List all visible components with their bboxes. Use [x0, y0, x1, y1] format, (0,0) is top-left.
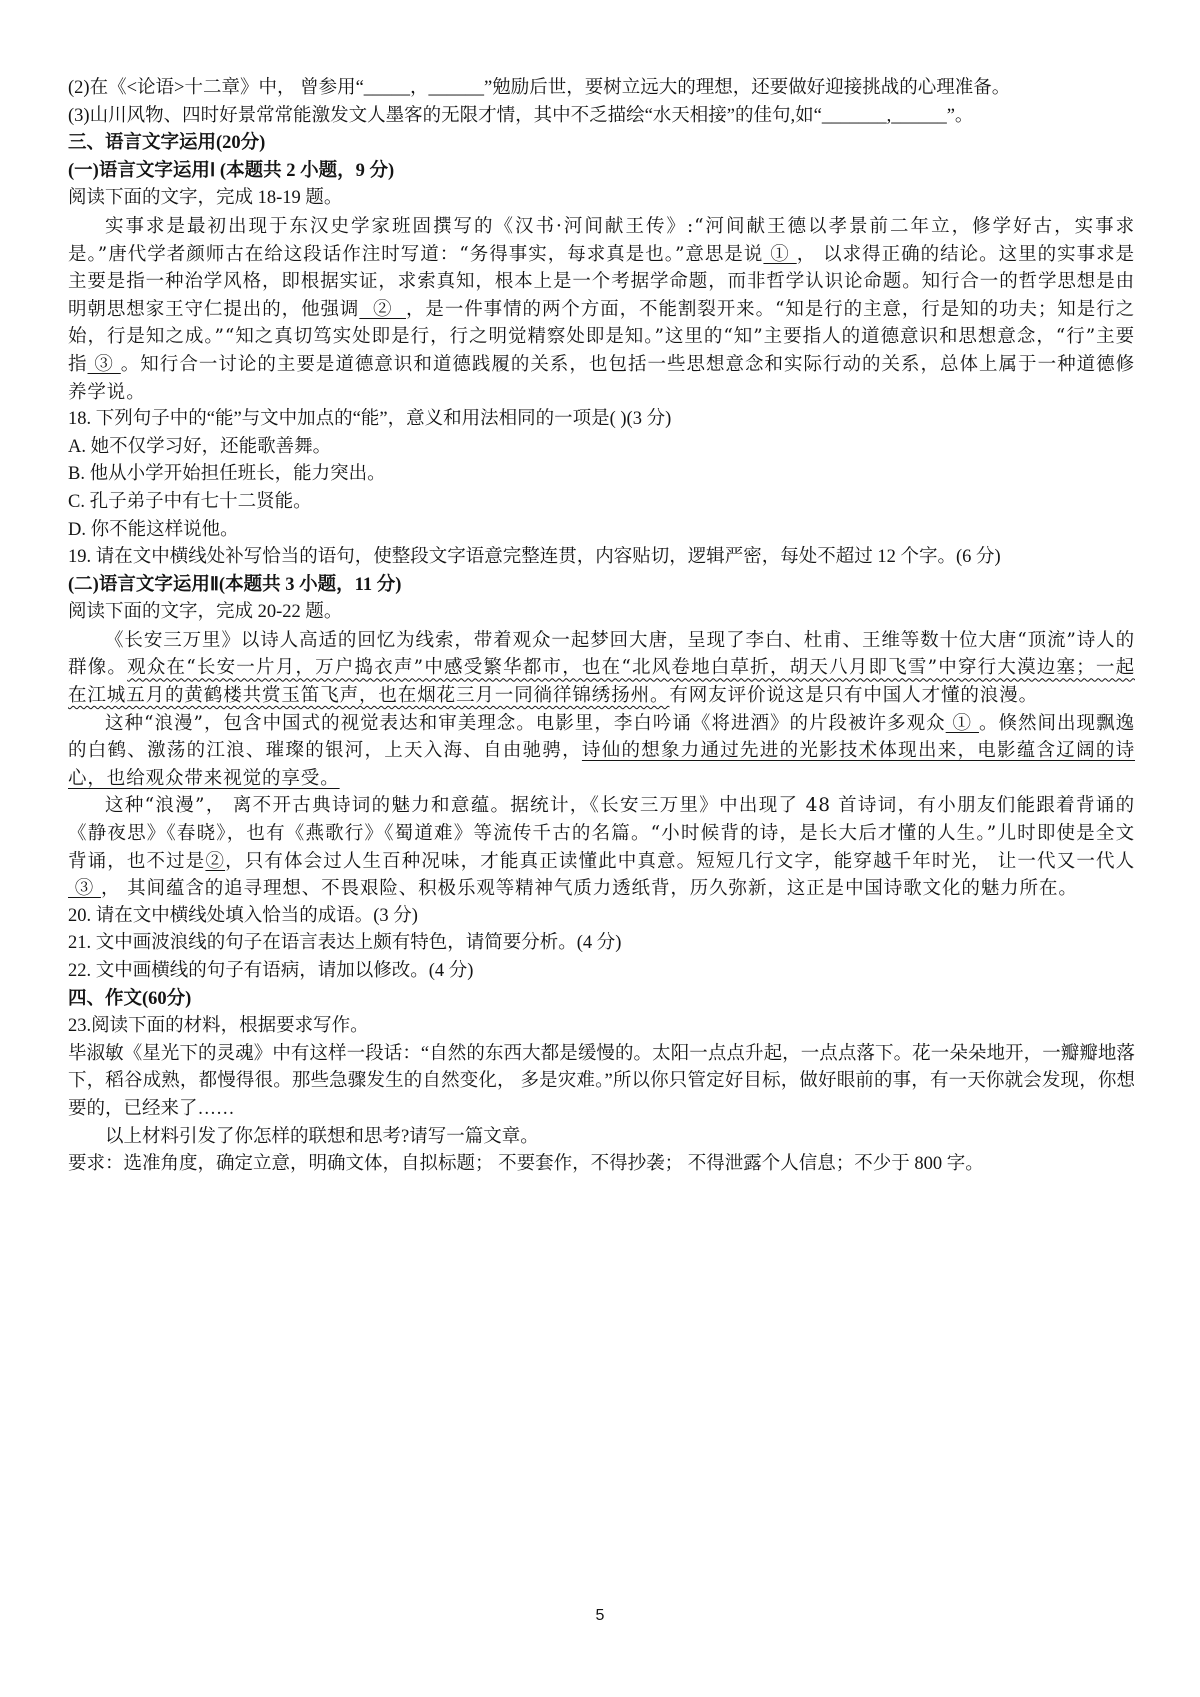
part-1-heading: (一)语言文字运用Ⅰ (本题共 2 小题，9 分): [68, 160, 395, 181]
blank-1: ①: [763, 243, 797, 265]
blank-3: ③: [87, 353, 121, 375]
part-1-instruction: 阅读下面的文字，完成 18-19 题。: [68, 188, 343, 209]
passage-2-text: 这种“浪漫”， 离不开古典诗词的魅力和意蕴。据统计，《长安三万里》中出现了 48 首诗词，有小朋友们能跟着背诵的《静夜思》《春晓》，也有《燕歌行》《蜀道难》等流传千古的名篇。“小时候背的诗，是长大后才懂的人生。”儿时即使是全文背诵，也不过是: [68, 795, 1135, 872]
question-21: 21. 文中画波浪线的句子在语言表达上颇有特色，请简要分析。(4 分): [68, 933, 622, 954]
question-18-option-d: D. 你不能这样说他。: [68, 519, 239, 540]
part-2-instruction: 阅读下面的文字，完成 20-22 题。: [68, 602, 343, 623]
passage-1-text: 。知行合一讨论的主要是道德意识和道德践履的关系，也包括一些思想意念和实际行动的关系，总体上属于一种道德修养学说。: [68, 353, 1135, 403]
passage-1: [68, 213, 1135, 406]
blank-2: ②: [359, 298, 406, 320]
blank-3: ③: [68, 878, 101, 900]
fill-in-question-2: (2)在《<论语>十二章》中， 曾参用“_____，______”勉励后世，要树立远大的理想，还要做好迎接挑战的心理准备。: [68, 78, 1011, 98]
passage-2-text: 《长安三万里》以诗人高适的回忆为线索，带着观众一起梦回大唐，呈现了李白、杜甫、王维等数十位大唐“顶流”诗人的群像。: [68, 629, 1135, 679]
passage-2-paragraph-3: [68, 792, 1135, 902]
essay-prompt: 以上材料引发了你怎样的联想和思考?请写一篇文章。: [105, 1126, 539, 1147]
passage-2-paragraph-1: [68, 627, 1135, 710]
passage-1-text: 实事求是最初出现于东汉史学家班固撰写的《汉书·河间献王传》:“河间献王德以孝景前二年立，修学好古，实事求是。”唐代学者颜师古在给这段话作注时写道：“务得事实，每求真是也。”意思是说: [68, 215, 1135, 265]
passage-1-text: ，是一件事情的两个方面，不能割裂开来。“知是行的主意，行是知的功夫；知是行之始，行是知之成。”“知之真切笃实处即是行，行之明觉精察处即是知。”这里的“知”主要指人的道德意识和思想意念，“行”主要指: [68, 298, 1135, 375]
passage-2-text: 有网友评价说这是只有中国人才懂的浪漫。: [669, 685, 1039, 707]
fill-in-question-3: (3)山川风物、四时好景常常能激发文人墨客的无限才情，其中不乏描绘“水天相接”的佳句,如“_______,______”。: [68, 105, 974, 126]
passage-2-text: 。倏然间出现飘逸的白鹤、激荡的江浪、璀璨的银河，上天入海、自由驰骋，: [68, 712, 1135, 762]
question-18-stem: 18. 下列句子中的“能”与文中加点的“能”，意义和用法相同的一项是( )(3 分): [68, 409, 672, 430]
passage-2-text: ，只有体会过人生百种况味，才能真正读懂此中真意。短短几行文字，能穿越千年时光， 让一代又一代人: [225, 850, 1135, 872]
blank-2: ②: [205, 850, 226, 872]
section-3-heading: 三、语言文字运用(20分): [68, 133, 266, 154]
passage-1-text: ， 以求得正确的结论。这里的实事求是主要是指一种治学风格，即根据实证，求索真知，根本上是一个考据学命题，而非哲学认识论命题。知行合一的哲学思想是由明朝思想家王守仁提出的，他强调: [68, 243, 1136, 320]
question-23: 23.阅读下面的材料，根据要求写作。: [68, 1016, 369, 1037]
question-19: 19. 请在文中横线处补写恰当的语句，使整段文字语意完整连贯，内容贴切，逻辑严密，每处不超过 12 个字。(6 分): [68, 547, 1001, 568]
part-2-heading: (二)语言文字运用Ⅱ(本题共 3 小题，11 分): [68, 574, 402, 595]
essay-requirements: 要求：选准角度，确定立意，明确文体，自拟标题； 不要套作，不得抄袭； 不得泄露个人信息；不少于 800 字。: [68, 1154, 984, 1175]
essay-material: 毕淑敏《星光下的灵魂》中有这样一段话：“自然的东西大都是缓慢的。太阳一点点升起，一点点落下。花一朵朵地开，一瓣瓣地落下，稻谷成熟，都慢得很。那些急骤发生的自然变化， 多是灾难。”所以你只管定好目标，做好眼前的事，有一天你就会发现，你想要的，已经来了……: [68, 1043, 1135, 1119]
section-4-heading: 四、作文(60分): [68, 988, 192, 1009]
wavy-underlined-sentence: 观众在“长安一片月，万户捣衣声”中感受繁华都市，也在“北风卷地白草折，胡天八月即飞雪”中穿行大漠边塞；一起在江城五月的黄鹤楼共赏玉笛飞声，也在烟花三月一同徜徉锦绣扬州。: [68, 657, 1135, 707]
question-22: 22. 文中画横线的句子有语病，请加以修改。(4 分): [68, 961, 474, 981]
passage-2-text: ， 其间蕴含的追寻理想、不畏艰险、积极乐观等精神气质力透纸背，历久弥新，这正是中国诗歌文化的魅力所在。: [100, 878, 1078, 900]
page-number: 5: [595, 1607, 605, 1624]
blank-1: ①: [945, 712, 979, 734]
question-20: 20. 请在文中横线处填入恰当的成语。(3 分): [68, 905, 418, 926]
underlined-sentence: 诗仙的想象力通过先进的光影技术体现出来，电影蕴含辽阔的诗心，也给观众带来视觉的享受。: [68, 740, 1136, 789]
exam-page-content: [68, 75, 1135, 1179]
question-18-option-b: B. 他从小学开始担任班长，能力突出。: [68, 464, 386, 485]
question-18-option-c: C. 孔子弟子中有七十二贤能。: [68, 491, 312, 512]
question-18-option-a: A. 她不仅学习好，还能歌善舞。: [68, 436, 332, 457]
passage-2-text: 这种“浪漫”，包含中国式的视觉表达和审美理念。电影里，李白吟诵《将进酒》的片段被许多观众: [105, 712, 946, 734]
passage-2-paragraph-2: [68, 710, 1135, 793]
